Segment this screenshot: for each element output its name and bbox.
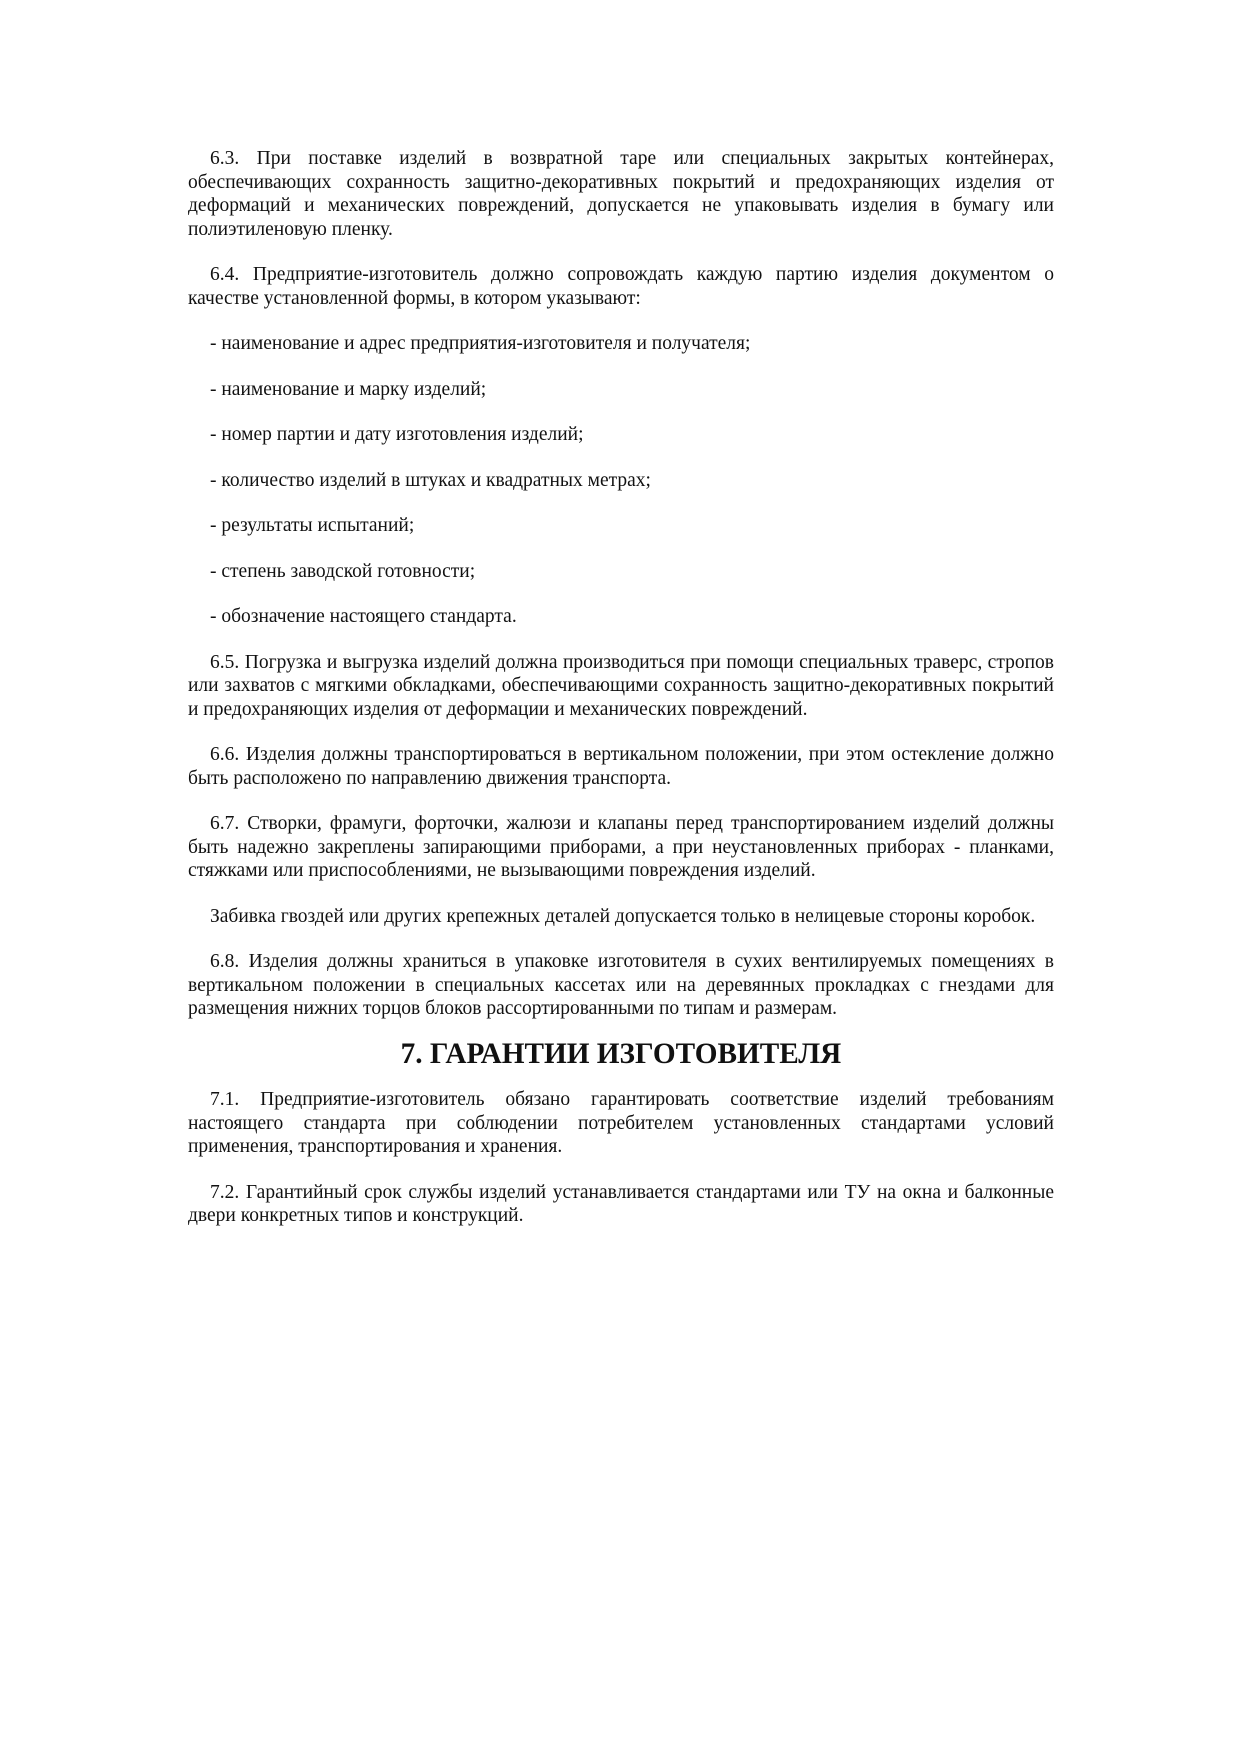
paragraph-6-5: 6.5. Погрузка и выгрузка изделий должна производиться при помощи специальных траверс, стропов или захватов с мягкими обкладками, обеспечивающими сохранность защитно-декоративных покрытий и предохраняющих изделия от деформации и механических повреждений. [188, 651, 1054, 720]
paragraph-7-2: 7.2. Гарантийный срок службы изделий устанавливается стандартами или ТУ на окна и балконные двери конкретных типов и конструкций. [188, 1181, 1054, 1226]
list-item: - обозначение настоящего стандарта. [210, 606, 517, 627]
list-item: - номер партии и дату изготовления изделий; [210, 424, 584, 445]
list-item: - количество изделий в штуках и квадратных метрах; [210, 469, 651, 491]
list-item: - наименование и адрес предприятия-изготовителя и получателя; [210, 333, 751, 354]
section-heading-7: 7. ГАРАНТИИ ИЗГОТОВИТЕЛЯ [400, 1037, 842, 1070]
paragraph-nails: Забивка гвоздей или других крепежных деталей допускается только в нелицевые стороны коробок. [210, 905, 1036, 927]
paragraph-6-7: 6.7. Створки, фрамуги, форточки, жалюзи и клапаны перед транспортированием изделий должны быть надежно закреплены запирающими приборами, а при неустановленных приборах - планками, стяжками или приспособлениями, не вызывающими повреждения изделий. [188, 813, 1054, 881]
paragraph-6-4: 6.4. Предприятие-изготовитель должно сопровождать каждую партию изделия документом о качестве установленной формы, в котором указывают: [188, 264, 1054, 309]
list-item: - результаты испытаний; [210, 515, 415, 536]
document-body [188, 147, 1054, 1250]
list-item: - степень заводской готовности; [210, 560, 476, 582]
list-item: - наименование и марку изделий; [210, 378, 487, 400]
paragraph-7-1: 7.1. Предприятие-изготовитель обязано гарантировать соответствие изделий требованиям настоящего стандарта при соблюдении потребителем установленных стандартами условий применения, транспортирования и хранения. [188, 1089, 1054, 1157]
paragraph-6-3: 6.3. При поставке изделий в возвратной таре или специальных закрытых контейнерах, обеспечивающих сохранность защитно-декоративных покрытий и предохраняющих изделия от деформаций и механических повреждений, допускается не упаковывать изделия в бумагу или полиэтиленовую пленку. [188, 148, 1054, 240]
paragraph-6-8: 6.8. Изделия должны храниться в упаковке изготовителя в сухих вентилируемых помещениях в вертикальном положении в специальных кассетах или на деревянных прокладках с гнездами для размещения нижних торцов блоков рассортированными по типам и размерам. [188, 951, 1054, 1019]
paragraph-6-6: 6.6. Изделия должны транспортироваться в вертикальном положении, при этом остекление должно быть расположено по направлению движения транспорта. [188, 744, 1054, 789]
